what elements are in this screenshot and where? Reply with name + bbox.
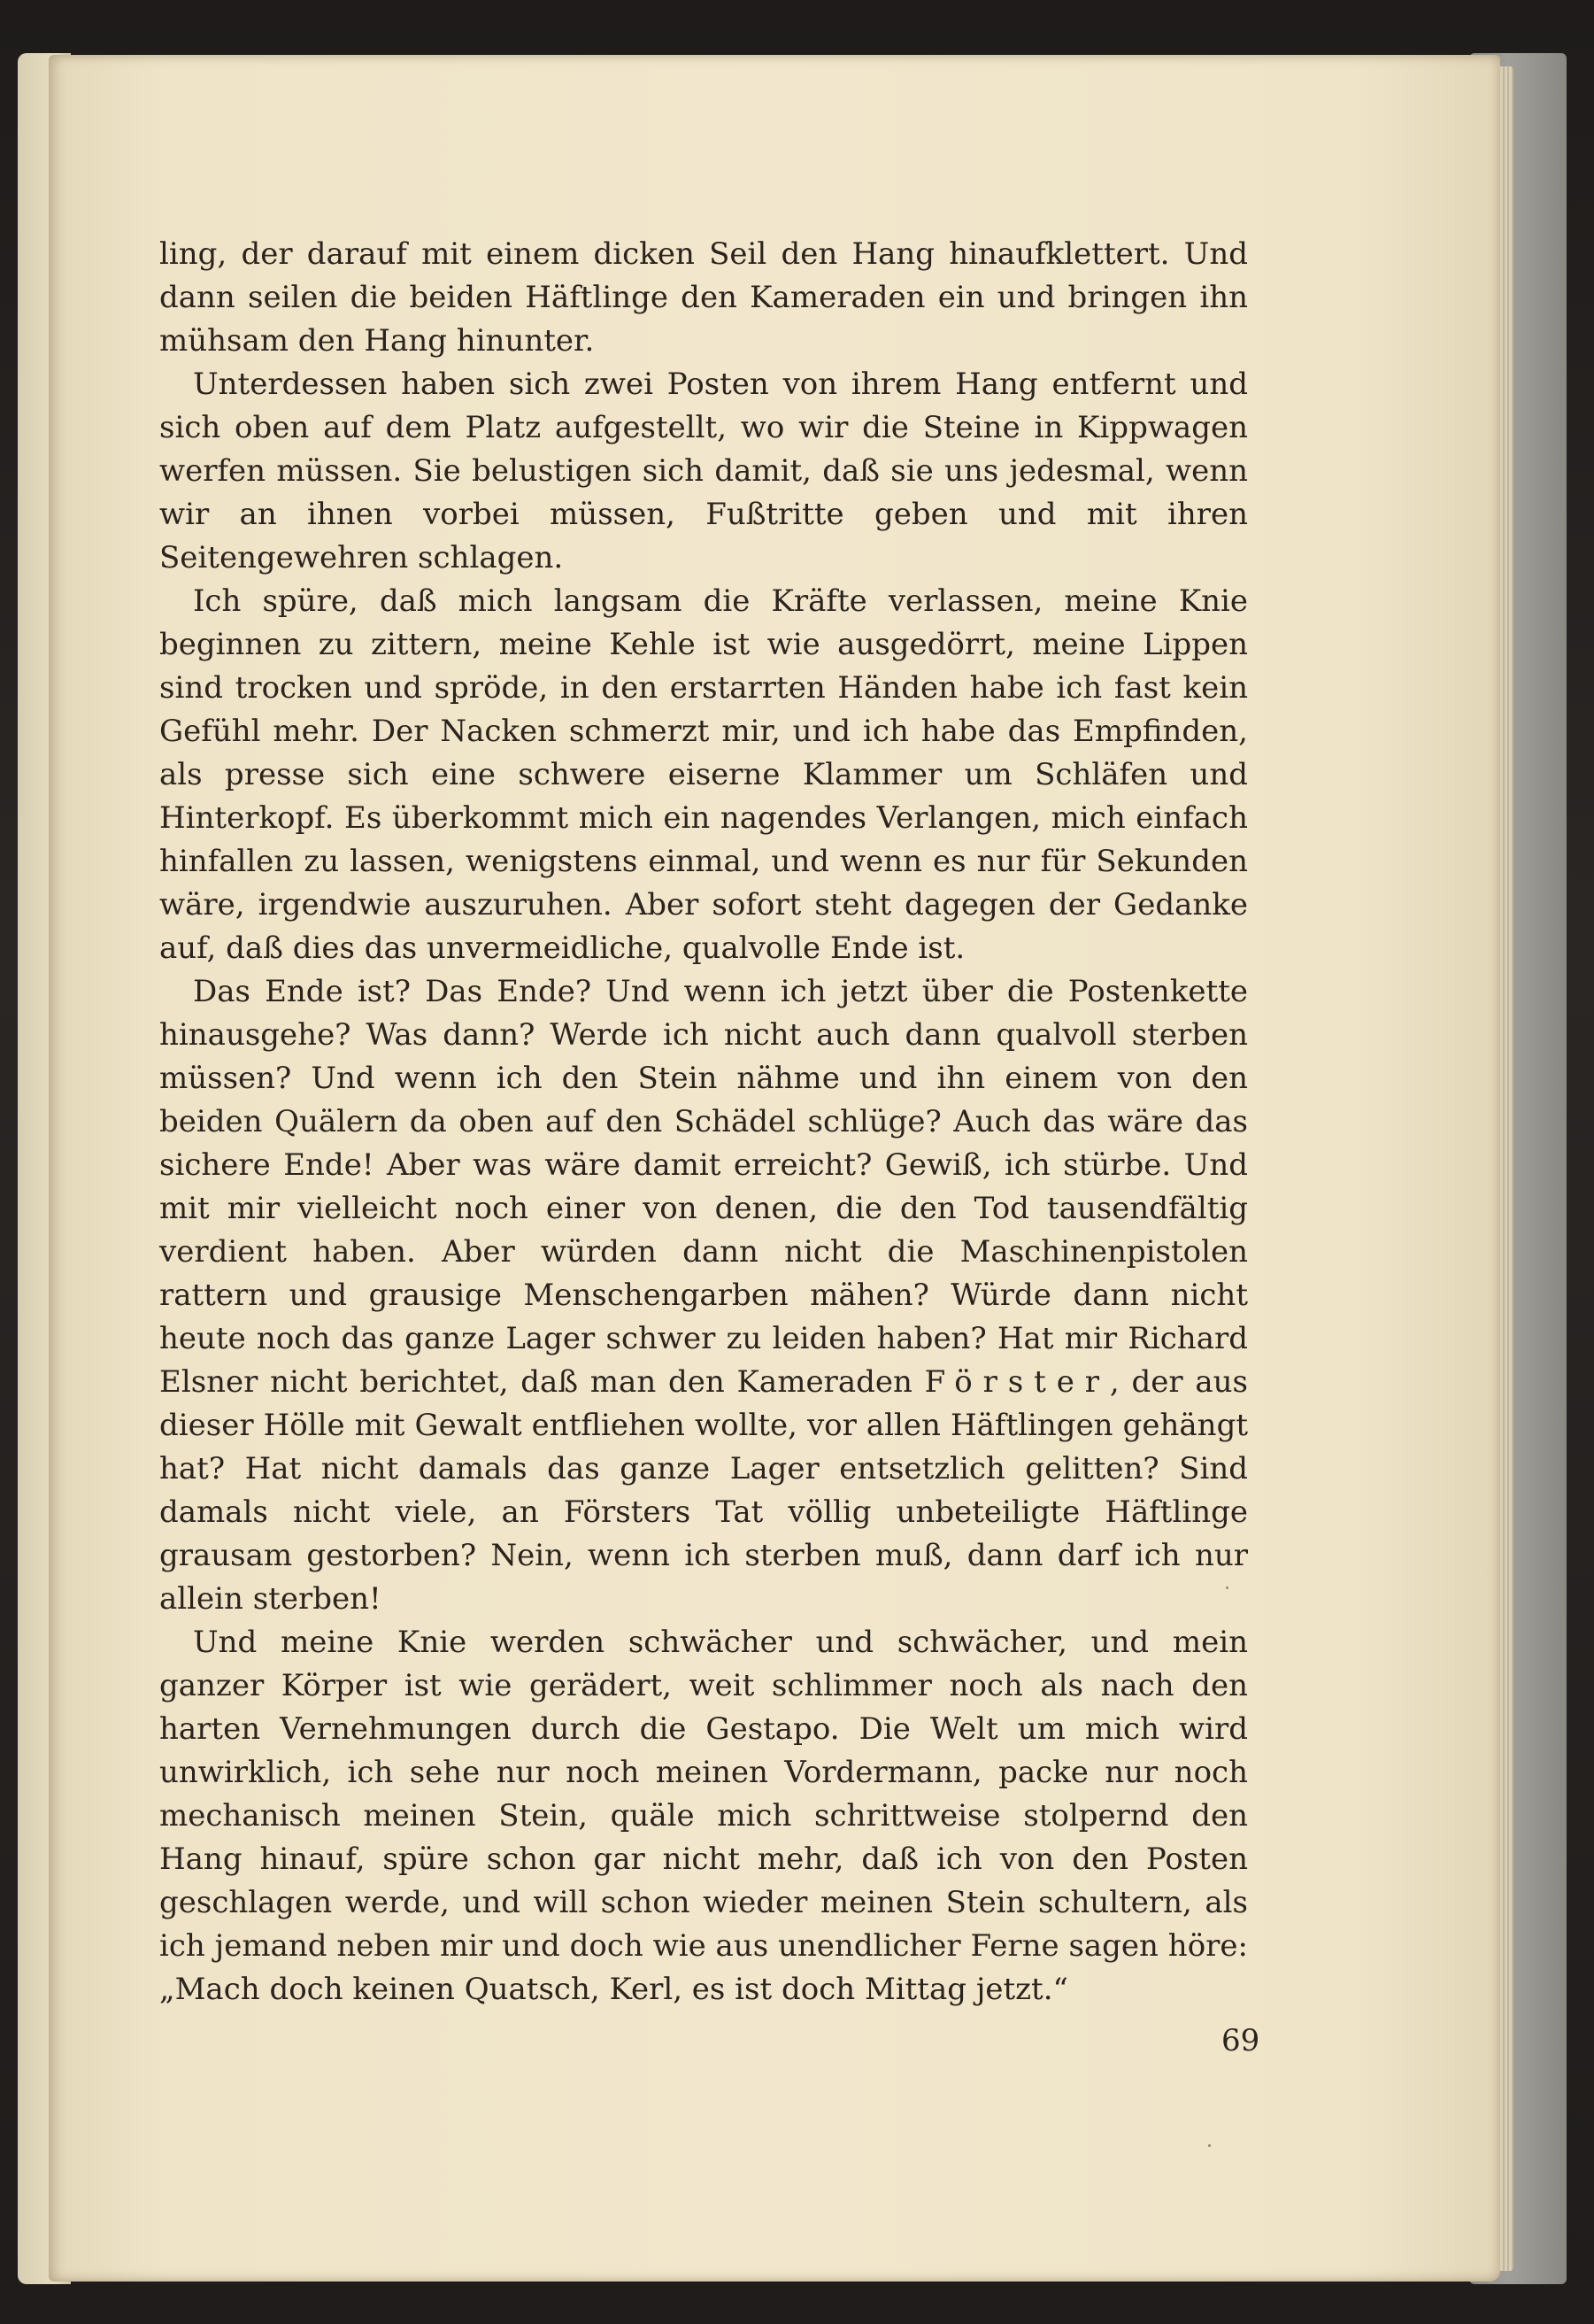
paragraph-4-after: , der aus dieser Hölle mit Gewalt entfliehen wollte, vor allen Häftlingen gehängt hat? Hat nicht damals das ganze Lager entsetzlich gelitten? Sind damals nicht viele, an Försters Tat völlig unbeteiligte Häftlinge grausam gestorben? Nein, wenn ich sterben muß, dann darf ich nur allein sterben! [159, 1364, 1248, 1617]
paragraph-4-before: Das Ende ist? Das Ende? Und wenn ich jetzt über die Postenkette hinausgehe? Was dann? Werde ich nicht auch dann qualvoll sterben müssen? Und wenn ich den Stein nähme und ihn einem von den beiden Quälern da oben auf den Schädel schlüge? Auch das wäre das sichere Ende! Aber was wäre damit erreicht? Gewiß, ich stürbe. Und mit mir vielleicht noch einer von denen, die den Tod tausendfältig verdient haben. Aber würden dann nicht die Maschinenpistolen rattern und grausige Menschengarben mähen? Würde dann nicht heute noch das ganze Lager schwer zu leiden haben? Hat mir Richard Elsner nicht berichtet, daß man den Kameraden [159, 974, 1248, 1400]
paragraph-5: Und meine Knie werden schwächer und schwächer, und mein ganzer Körper ist wie gerädert, weit schlimmer noch als nach den harten Vernehmungen durch die Gestapo. Die Welt um mich wird unwirklich, ich sehe nur noch meinen Vordermann, packe nur noch mechanisch meinen Stein, quäle mich schrittweise stolpernd den Hang hinauf, spüre schon gar nicht mehr, daß ich von den Posten geschlagen werde, und will schon wieder meinen Stein schultern, als ich jemand neben mir und doch wie aus unendlicher Ferne sagen höre: „Mach doch keinen Quatsch, Kerl, es ist doch Mittag jetzt.“ [159, 1625, 1248, 2007]
spaced-name-foerster: Förster [924, 1364, 1110, 1400]
paragraph-4 [159, 970, 1248, 1621]
paragraph-2: Unterdessen haben sich zwei Posten von ihrem Hang entfernt und sich oben auf dem Platz aufgestellt, wo wir die Steine in Kippwagen werfen müssen. Sie belustigen sich damit, daß sie uns jedesmal, wenn wir an ihnen vorbei müssen, Fußtritte geben und mit ihren Seitengewehren schlagen. [159, 367, 1248, 575]
body-text [159, 233, 1248, 2011]
page-number: 69 [1221, 2023, 1260, 2058]
paragraph-3: Ich spüre, daß mich langsam die Kräfte verlassen, meine Knie beginnen zu zittern, meine Kehle ist wie ausgedörrt, meine Lippen sind trocken und spröde, in den erstarrten Händen habe ich fast kein Gefühl mehr. Der Nacken schmerzt mir, und ich habe das Empfinden, als presse sich eine schwere eiserne Klammer um Schläfen und Hinterkopf. Es überkommt mich ein nagendes Verlangen, mich einfach hinfallen zu lassen, wenigstens einmal, und wenn es nur für Sekunden wäre, irgendwie auszuruhen. Aber sofort steht dagegen der Gedanke auf, daß dies das unvermeidliche, qualvolle Ende ist. [159, 583, 1248, 966]
paragraph-1: ling, der darauf mit einem dicken Seil den Hang hinaufklettert. Und dann seilen die beiden Häftlinge den Kameraden ein und bringen ihn mühsam den Hang hinunter. [159, 236, 1248, 359]
paper-speck [1208, 2144, 1211, 2147]
